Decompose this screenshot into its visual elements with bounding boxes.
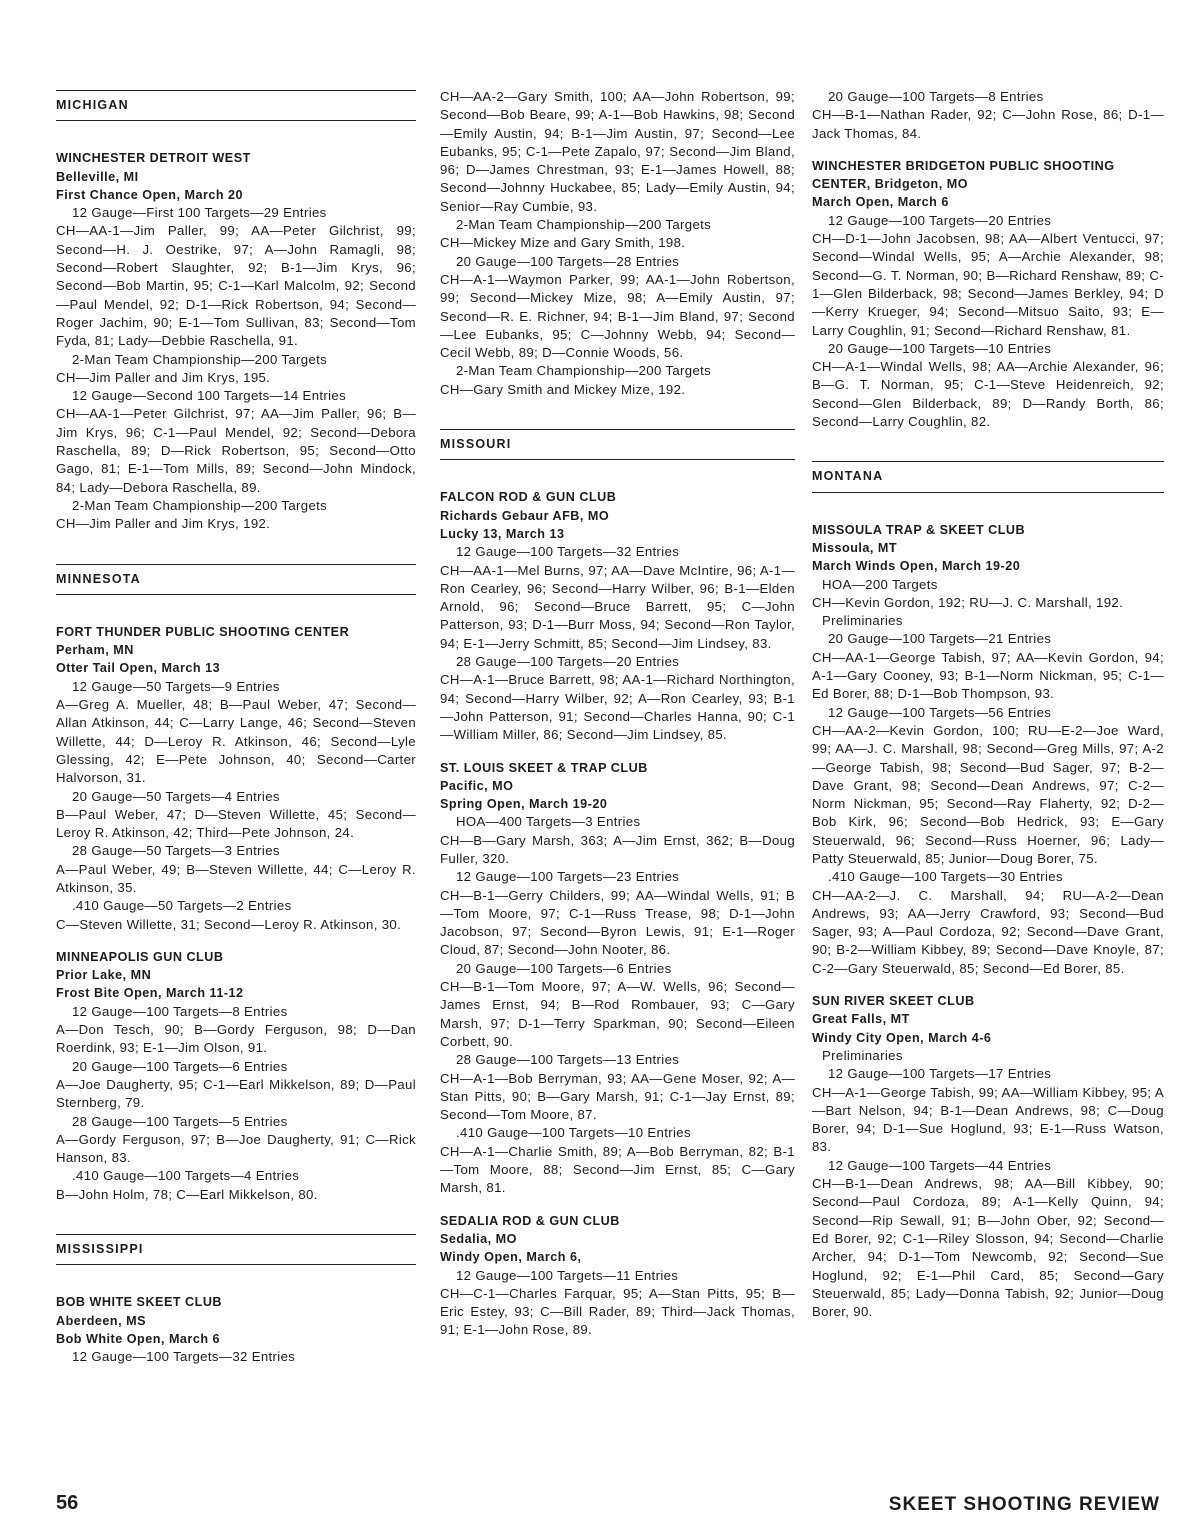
club-location: Richards Gebaur AFB, MO: [440, 508, 610, 523]
event-title: Windy Open, March 6,: [440, 1250, 582, 1265]
event-title: Bob White Open, March 6: [56, 1331, 221, 1346]
publication-title: SKEET SHOOTING REVIEW: [888, 1494, 1160, 1515]
event-category: HOA—200 Targets: [822, 576, 938, 592]
event-category: 12 Gauge—100 Targets—17 Entries: [828, 1066, 1052, 1082]
event-title: Spring Open, March 19-20: [440, 797, 608, 812]
event-category: .410 Gauge—100 Targets—10 Entries: [456, 1125, 691, 1141]
results-text: CH—AA-1—Peter Gilchrist, 97; AA—Jim Paller, 96; B—Jim Krys, 96; C-1—Paul Mendel, 92; Second—Debora Raschella, 89; D—Rick Robertson, 95; Second—Otto Gago, 81; E-1—Tom Mills, 89; Second—John Mindock, 84; Lady—Debora Raschella, 89.: [56, 406, 416, 495]
event-category: 12 Gauge—Second 100 Targets—14 Entries: [72, 388, 347, 404]
results-text: A—Don Tesch, 90; B—Gordy Ferguson, 98; D—Dan Roerdink, 93; E-1—Jim Olson, 91.: [56, 1022, 416, 1056]
event-category: 12 Gauge—100 Targets—56 Entries: [828, 704, 1052, 720]
event-category: 28 Gauge—100 Targets—5 Entries: [72, 1113, 288, 1129]
results-text: CH—AA-2—Kevin Gordon, 100; RU—E-2—Joe Ward, 99; AA—J. C. Marshall, 98; Second—Greg Mills, 97; A-2—George Tabish, 98; Second—Bud Sager, 97; B-2—Dave Grant, 98; Second—Dean Andrews, 97; C-2—Norm Nickman, 95; Second—Ray Flaherty, 92; D-2—Bob Kirk, 96; Second—Bob Hedrick, 93; E—Gary Steuerwald, 96; Second—Russ Hoerner, 96; Lady—Patty Steuerwald, 85; Junior—Doug Borer, 75.: [812, 722, 1164, 866]
event-category: HOA—400 Targets—3 Entries: [456, 814, 641, 830]
event-category: 20 Gauge—100 Targets—6 Entries: [72, 1058, 288, 1074]
event-title: Frost Bite Open, March 11-12: [56, 986, 244, 1001]
event-category: 28 Gauge—100 Targets—20 Entries: [456, 654, 680, 670]
results-text: A—Paul Weber, 49; B—Steven Willette, 44; C—Leroy R. Atkinson, 35.: [56, 861, 416, 895]
results-text: B—John Holm, 78; C—Earl Mikkelson, 80.: [56, 1186, 318, 1202]
event-category: 20 Gauge—50 Targets—4 Entries: [72, 788, 280, 804]
event-category: 12 Gauge—100 Targets—32 Entries: [456, 544, 680, 560]
event-category: 12 Gauge—50 Targets—9 Entries: [72, 678, 280, 694]
results-text: A—Gordy Ferguson, 97; B—Joe Daugherty, 91; C—Rick Hanson, 83.: [56, 1131, 416, 1166]
club-results: [812, 992, 1164, 1321]
event-title: First Chance Open, March 20: [56, 187, 244, 202]
state-heading: MICHIGAN: [56, 90, 416, 121]
results-text: A—Joe Daugherty, 95; C-1—Earl Mikkelson, 89; D—Paul Sternberg, 79.: [56, 1076, 416, 1111]
event-category: 20 Gauge—100 Targets—21 Entries: [828, 631, 1052, 647]
event-category: 20 Gauge—100 Targets—10 Entries: [828, 340, 1052, 356]
club-name: BOB WHITE SKEET CLUB: [56, 1295, 223, 1310]
column-1: [56, 90, 416, 1381]
event-category: Preliminaries: [822, 613, 903, 629]
club-results: [56, 623, 416, 934]
event-category: 12 Gauge—First 100 Targets—29 Entries: [72, 205, 327, 221]
results-text: CH—B-1—Nathan Rader, 92; C—John Rose, 86; D-1—Jack Thomas, 84.: [812, 107, 1164, 141]
results-text: CH—A-1—Waymon Parker, 99; AA-1—John Robertson, 99; Second—Mickey Mize, 98; A—Emily Austin, 97; Second—R. E. Richner, 94; B-1—Jim Bland, 97; Second—Lee Eubanks, 95; C—Johnny Webb, 94; Second—Cecil Webb, 89; D—Connie Woods, 56.: [440, 271, 795, 361]
event-category: 28 Gauge—100 Targets—13 Entries: [456, 1052, 680, 1068]
event-title: March Open, March 6: [812, 195, 949, 210]
club-results: [812, 157, 1164, 431]
results-text: CH—Jim Paller and Jim Krys, 192.: [56, 516, 271, 532]
event-category: 2-Man Team Championship—200 Targets: [72, 497, 328, 513]
event-category: 20 Gauge—100 Targets—28 Entries: [456, 253, 680, 269]
state-heading: MONTANA: [812, 461, 1164, 492]
event-category: .410 Gauge—100 Targets—30 Entries: [828, 869, 1063, 885]
results-text: CH—AA-1—Mel Burns, 97; AA—Dave McIntire, 96; A-1—Ron Cearley, 96; Second—Harry Wilber, 96; B-1—Elden Arnold, 96; Second—Bruce Barrett, 95; C—John Patterson, 93; D-1—Burr Moss, 94; Second—Ron Taylor, 94; E-1—Jerry Schmitt, 85; Second—Jim Lindsey, 83.: [440, 562, 795, 651]
club-results: [440, 759, 795, 1198]
event-category: 20 Gauge—100 Targets—6 Entries: [456, 960, 672, 976]
event-title: March Winds Open, March 19-20: [812, 559, 1021, 574]
results-text: CH—AA-2—J. C. Marshall, 94; RU—A-2—Dean Andrews, 93; AA—Jerry Crawford, 93; Second—Bud Sager, 93; A—Paul Cordoza, 92; Second—Dave Grant, 90; B-2—William Kibbey, 89; Second—Dave Knoyle, 87; C-2—Gary Steuerwald, 85; Second—Ed Borer, 85.: [812, 887, 1164, 976]
results-text: CH—D-1—John Jacobsen, 98; AA—Albert Ventucci, 97; Second—Windal Wells, 95; A—Archie Alexander, 98; Second—G. T. Norman, 90; B—Richard Renshaw, 89; C-1—Glen Bilderback, 98; Second—James Berkley, 94; D—Kerry Krueger, 94; Second—Mitsuo Saito, 93; E—Larry Coughlin, 91; Second—Richard Renshaw, 81.: [812, 231, 1164, 338]
club-name: WINCHESTER BRIDGETON PUBLIC SHOOTING CENTER, Bridgeton, MO: [812, 158, 1115, 192]
column-3: [812, 88, 1164, 1335]
club-results: [812, 88, 1164, 143]
results-text: CH—A-1—George Tabish, 99; AA—William Kibbey, 95; A—Bart Nelson, 94; B-1—Dean Andrews, 98; C—Doug Borer, 94; D-1—Sue Hoglund, 93; E-1—Russ Watson, 83.: [812, 1084, 1164, 1155]
event-category: 28 Gauge—50 Targets—3 Entries: [72, 843, 280, 859]
event-category: 12 Gauge—100 Targets—20 Entries: [828, 212, 1052, 228]
event-category: 2-Man Team Championship—200 Targets: [456, 217, 712, 233]
club-location: Pacific, MO: [440, 778, 514, 793]
club-name: FALCON ROD & GUN CLUB: [440, 490, 617, 505]
event-title: Otter Tail Open, March 13: [56, 661, 221, 676]
club-results: [56, 1293, 416, 1366]
event-category: 12 Gauge—100 Targets—23 Entries: [456, 869, 680, 885]
club-location: Prior Lake, MN: [56, 968, 152, 983]
event-category: .410 Gauge—100 Targets—4 Entries: [72, 1168, 300, 1184]
club-location: Belleville, MI: [56, 169, 139, 184]
club-name: FORT THUNDER PUBLIC SHOOTING CENTER: [56, 624, 350, 639]
club-name: WINCHESTER DETROIT WEST: [56, 151, 251, 166]
club-name: SEDALIA ROD & GUN CLUB: [440, 1213, 620, 1228]
club-results: [56, 948, 416, 1204]
state-heading: MISSISSIPPI: [56, 1234, 416, 1265]
state-heading: MISSOURI: [440, 429, 795, 460]
club-results: [440, 88, 795, 399]
results-text: CH—B-1—Tom Moore, 97; A—W. Wells, 96; Second—James Ernst, 94; B—Rod Rombauer, 93; C—Gary Marsh, 97; D-1—Terry Sparkman, 90; Second—Eileen Corbett, 90.: [440, 979, 795, 1049]
club-location: Perham, MN: [56, 643, 134, 658]
event-category: .410 Gauge—50 Targets—2 Entries: [72, 898, 292, 914]
club-location: Aberdeen, MS: [56, 1313, 146, 1328]
event-category: 12 Gauge—100 Targets—44 Entries: [828, 1157, 1052, 1173]
results-text: CH—A-1—Charlie Smith, 89; A—Bob Berryman, 82; B-1—Tom Moore, 88; Second—Jim Ernst, 85; C—Gary Marsh, 81.: [440, 1143, 795, 1196]
results-text: CH—B-1—Gerry Childers, 99; AA—Windal Wells, 91; B—Tom Moore, 97; C-1—Russ Trease, 98; D-1—John Jacobson, 97; Second—Byron Lewis, 91; E-1—Roger Cloud, 87; Second—John Nooter, 86.: [440, 887, 795, 958]
results-text: C—Steven Willette, 31; Second—Leroy R. Atkinson, 30.: [56, 916, 402, 932]
results-text: CH—AA-1—Jim Paller, 99; AA—Peter Gilchrist, 99; Second—H. J. Oestrike, 97; A—John Ramagli, 98; Second—Robert Slaughter, 92; B-1—Jim Krys, 96; Second—Bob Martin, 95; C-1—Karl Malcolm, 92; Second—Paul Mendel, 92; D-1—Rick Robertson, 94; Second—Roger Jachim, 90; E-1—Tom Sullivan, 83; Second—Tom Fyda, 81; Lady—Debbie Raschella, 91.: [56, 223, 416, 349]
page-number: 56: [56, 1492, 79, 1514]
club-results: [440, 1212, 795, 1340]
results-text: CH—A-1—Bruce Barrett, 98; AA-1—Richard Northington, 94; Second—Harry Wilber, 92; A—Ron Cearley, 93; B-1—John Patterson, 91; Second—Charles Hanna, 90; C-1—William Miller, 86; Second—Jim Lindsey, 85.: [440, 672, 795, 743]
event-title: Lucky 13, March 13: [440, 526, 565, 541]
club-name: ST. LOUIS SKEET & TRAP CLUB: [440, 760, 648, 775]
state-heading: MINNESOTA: [56, 564, 416, 595]
results-text: A—Greg A. Mueller, 48; B—Paul Weber, 47; Second—Allan Atkinson, 44; C—Larry Lange, 46; Second—Steven Willette, 44; D—Leroy R. Atkinson, 46; Second—Lyle Glessing, 42; E—Pete Johnson, 40; Second—Carter Halvorson, 31.: [56, 697, 416, 786]
results-text: CH—Jim Paller and Jim Krys, 195.: [56, 369, 271, 385]
results-text: CH—AA-2—Gary Smith, 100; AA—John Robertson, 99; Second—Bob Beare, 99; A-1—Bob Hawkins, 98; Second—Emily Austin, 94; B-1—Jim Austin, 97; Second—Lee Eubanks, 95; C-1—Pete Zapalo, 97; Second—Jim Bland, 96; D—James Chrestman, 93; E-1—James Howell, 88; Second—Johnny Huckabee, 85; Lady—Emily Austin, 94; Senior—Ray Cumbie, 93.: [440, 89, 795, 214]
event-category: 12 Gauge—100 Targets—32 Entries: [72, 1349, 296, 1365]
column-2: [440, 88, 795, 1354]
event-category: Preliminaries: [822, 1047, 903, 1063]
club-name: SUN RIVER SKEET CLUB: [812, 994, 975, 1009]
club-results: [812, 521, 1164, 978]
club-results: [56, 149, 416, 533]
results-text: CH—B—Gary Marsh, 363; A—Jim Ernst, 362; B—Doug Fuller, 320.: [440, 832, 795, 866]
club-location: Sedalia, MO: [440, 1231, 517, 1246]
club-name: MINNEAPOLIS GUN CLUB: [56, 949, 224, 964]
club-name: MISSOULA TRAP & SKEET CLUB: [812, 522, 1026, 537]
results-text: CH—A-1—Bob Berryman, 93; AA—Gene Moser, 92; A—Stan Pitts, 90; B—Gary Marsh, 91; C-1—Jay Ernst, 89; Second—Tom Moore, 87.: [440, 1070, 795, 1123]
club-results: [440, 488, 795, 744]
results-text: CH—C-1—Charles Farquar, 95; A—Stan Pitts, 95; B—Eric Estey, 93; C—Bill Rader, 89; Third—Jack Thomas, 91; E-1—John Rose, 89.: [440, 1285, 795, 1338]
results-text: CH—Kevin Gordon, 192; RU—J. C. Marshall, 192.: [812, 594, 1124, 610]
event-category: 20 Gauge—100 Targets—8 Entries: [828, 89, 1044, 104]
event-category: 2-Man Team Championship—200 Targets: [456, 363, 712, 379]
results-text: CH—Gary Smith and Mickey Mize, 192.: [440, 381, 686, 397]
event-title: Windy City Open, March 4-6: [812, 1030, 992, 1045]
event-category: 12 Gauge—100 Targets—11 Entries: [456, 1267, 679, 1283]
results-text: CH—AA-1—George Tabish, 97; AA—Kevin Gordon, 94; A-1—Gary Cooney, 93; B-1—Norm Nickman, 95; C-1—Ed Borer, 88; D-1—Bob Thompson, 93.: [812, 649, 1164, 702]
club-location: Great Falls, MT: [812, 1012, 910, 1027]
event-category: 2-Man Team Championship—200 Targets: [72, 351, 328, 367]
results-text: CH—B-1—Dean Andrews, 98; AA—Bill Kibbey, 90; Second—Paul Cordoza, 89; A-1—Kelly Quinn, 94; Second—Rip Sewall, 91; B—John Ober, 92; Second—Ed Borer, 92; C-1—Riley Slosson, 94; Second—Charlie Archer, 94; D-1—Tom Newcomb, 92; Second—Sue Hoglund, 92; E-1—Phil Card, 85; Second—Gary Steuerwald, 85; Lady—Donna Tabish, 92; Junior—Doug Borer, 90.: [812, 1176, 1164, 1320]
event-category: 12 Gauge—100 Targets—8 Entries: [72, 1003, 288, 1019]
club-location: Missoula, MT: [812, 540, 898, 555]
results-text: CH—Mickey Mize and Gary Smith, 198.: [440, 235, 686, 251]
results-text: B—Paul Weber, 47; D—Steven Willette, 45; Second—Leroy R. Atkinson, 42; Third—Pete Johnson, 24.: [56, 806, 416, 841]
results-text: CH—A-1—Windal Wells, 98; AA—Archie Alexander, 96; B—G. T. Norman, 95; C-1—Steve Heidenreich, 92; Second—Glen Bilderback, 89; D—Randy Borth, 86; Second—Larry Coughlin, 82.: [812, 359, 1164, 430]
